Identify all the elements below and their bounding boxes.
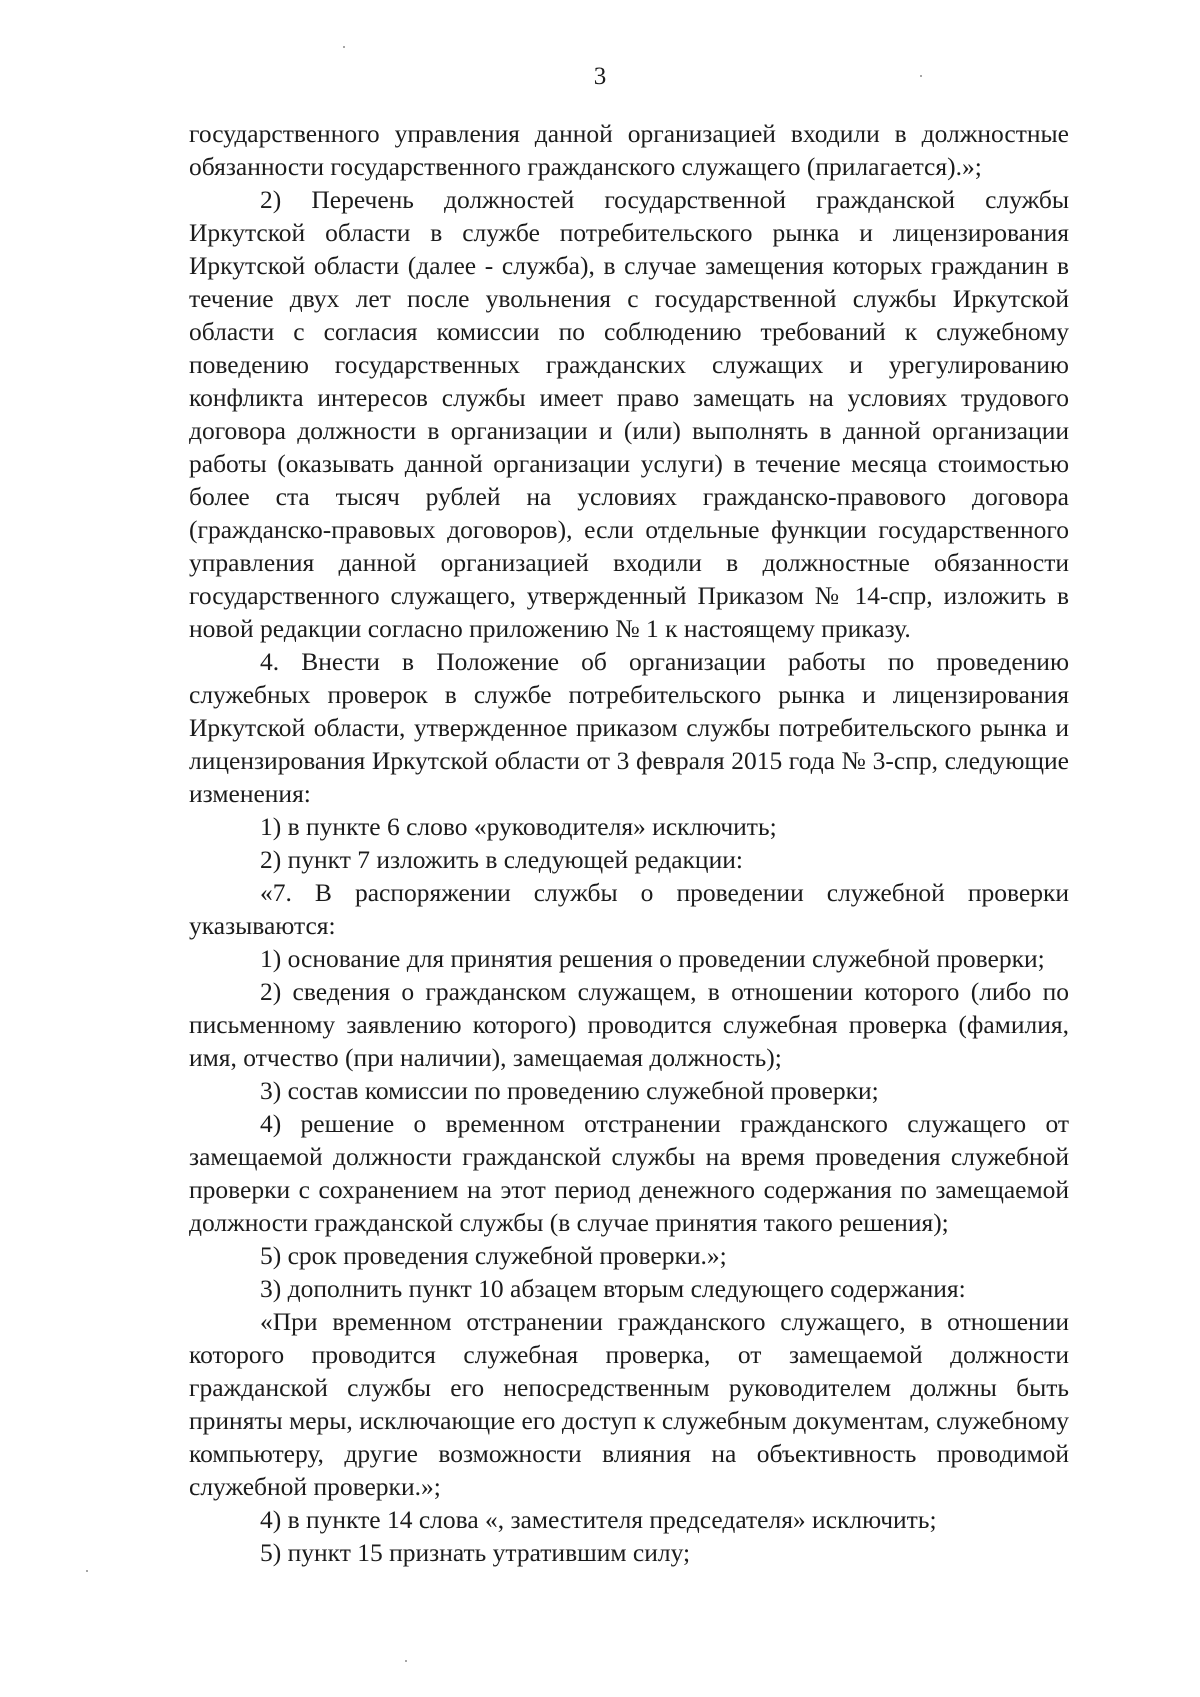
- paragraph: «7. В распоряжении службы о проведении служебной проверки указываются:: [189, 878, 1069, 940]
- paragraph: 4) решение о временном отстранении гражданского служащего от замещаемой должности гражданской службы на время проведения служебной проверки с сохранением на этот период денежного содержания по замещаемой должности гражданской службы (в случае принятия такого решения);: [189, 1109, 1069, 1237]
- paragraph: «При временном отстранении гражданского служащего, в отношении которого проводится служебная проверка, от замещаемой должности гражданской службы его непосредственным руководителем должны быть приняты меры, исключающие его доступ к служебным документам, служебному компьютеру, другие возможности влияния на объективность проводимой служебной проверки.»;: [189, 1307, 1069, 1501]
- paragraph: 5) пункт 15 признать утратившим силу;: [260, 1538, 691, 1567]
- paragraph: 2) сведения о гражданском служащем, в отношении которого (либо по письменному заявлению которого) проводится служебная проверка (фамилия, имя, отчество (при наличии), замещаемая должность);: [189, 977, 1069, 1072]
- paragraph: 3) дополнить пункт 10 абзацем вторым следующего содержания:: [260, 1274, 966, 1303]
- paragraph: 1) основание для принятия решения о проведении служебной проверки;: [260, 944, 1045, 973]
- paragraph: государственного управления данной организацией входили в должностные обязанности государственного гражданского служащего (прилагается).»;: [189, 119, 1069, 181]
- paragraph: 2) пункт 7 изложить в следующей редакции:: [260, 845, 743, 874]
- scan-speck: [920, 75, 922, 77]
- document-body: [189, 117, 1069, 1569]
- paragraph: 4. Внести в Положение об организации работы по проведению служебных проверок в службе потребительского рынка и лицензирования Иркутской области, утвержденное приказом службы потребительского рынка и лицензирования Иркутской области от 3 февраля 2015 года № 3-спр, следующие изменения:: [189, 647, 1069, 808]
- paragraph: 4) в пункте 14 слова «, заместителя председателя» исключить;: [260, 1505, 937, 1534]
- paragraph: 3) состав комиссии по проведению служебной проверки;: [260, 1076, 879, 1105]
- paragraph: 5) срок проведения служебной проверки.»;: [260, 1241, 727, 1270]
- scan-speck: [86, 1570, 88, 1572]
- scan-speck: [343, 46, 345, 48]
- page-number: 3: [593, 63, 607, 90]
- scan-speck: [405, 1660, 407, 1662]
- paragraph: 2) Перечень должностей государственной гражданской службы Иркутской области в службе потребительского рынка и лицензирования Иркутской области (далее - служба), в случае замещения которых гражданин в течение двух лет после увольнения с государственной службы Иркутской области с согласия комиссии по соблюдению требований к служебному поведению государственных гражданских служащих и урегулированию конфликта интересов службы имеет право замещать на условиях трудового договора должности в организации и (или) выполнять в данной организации работы (оказывать данной организации услуги) в течение месяца стоимостью более ста тысяч рублей на условиях гражданско-правового договора (гражданско-правовых договоров), если отдельные функции государственного управления данной организацией входили в должностные обязанности государственного служащего, утвержденный Приказом № 14-спр, изложить в новой редакции согласно приложению № 1 к настоящему приказу.: [189, 185, 1069, 643]
- paragraph: 1) в пункте 6 слово «руководителя» исключить;: [260, 812, 777, 841]
